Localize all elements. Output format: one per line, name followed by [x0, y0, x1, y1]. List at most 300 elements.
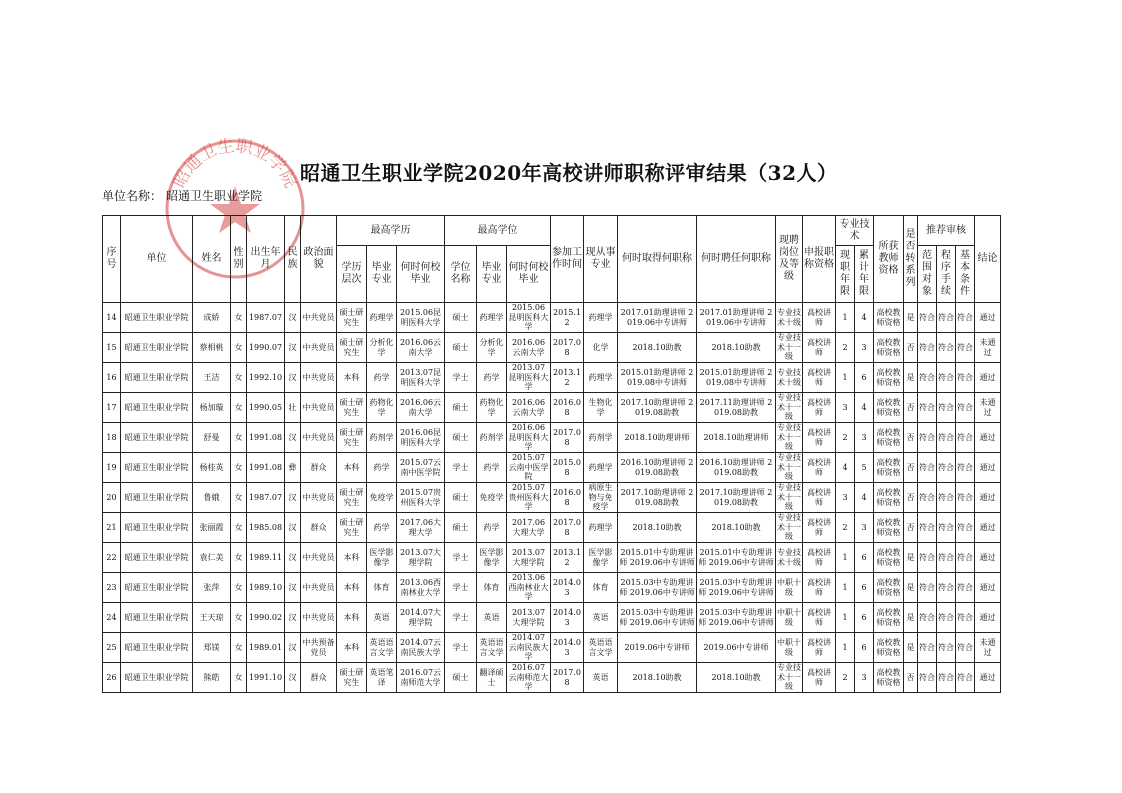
cell-birth: 1989.11 [247, 543, 285, 573]
cell-unit: 昭通卫生职业学院 [121, 393, 193, 423]
header-birth: 出生年月 [247, 216, 285, 303]
cell-procedure: 符合 [937, 303, 956, 333]
cell-edu-level: 硕士研究生 [337, 513, 367, 543]
cell-work-time: 2014.03 [551, 603, 584, 633]
cell-scope: 符合 [918, 333, 937, 363]
cell-name: 杨加璇 [193, 393, 231, 423]
header-when-appointed: 何时聘任何职称 [697, 216, 776, 303]
cell-birth: 1989.10 [247, 573, 285, 603]
cell-work-time: 2016.08 [551, 393, 584, 423]
header-edu-when: 何时何校毕业 [397, 246, 445, 303]
header-gender: 性别 [231, 216, 247, 303]
cell-ethnic: 壮 [285, 393, 301, 423]
cell-when-appointed: 2015.01中专助理讲师 2019.06中专讲师 [697, 543, 776, 573]
cell-deg-name: 学士 [445, 573, 477, 603]
cell-transfer: 是 [904, 363, 918, 393]
cell-when-got: 2019.06中专讲师 [618, 633, 697, 663]
header-years-current: 现职年限 [836, 246, 855, 303]
cell-edu-when: 2015.06昆明医科大学 [397, 303, 445, 333]
cell-birth: 1989.01 [247, 633, 285, 663]
cell-years-total: 4 [855, 393, 874, 423]
cell-deg-major: 药理学 [477, 303, 507, 333]
cell-name: 舒曼 [193, 423, 231, 453]
cell-teacher-qual: 高校教师资格 [874, 633, 904, 663]
cell-deg-major: 药学 [477, 363, 507, 393]
cell-apply: 高校讲师 [803, 633, 836, 663]
cell-apply: 高校讲师 [803, 543, 836, 573]
cell-cur-major: 医学影像学 [584, 543, 618, 573]
cell-birth: 1991.08 [247, 453, 285, 483]
cell-edu-when: 2017.06大理大学 [397, 513, 445, 543]
cell-ethnic: 汉 [285, 513, 301, 543]
header-edu-major: 毕业专业 [367, 246, 397, 303]
cell-seq: 15 [103, 333, 121, 363]
cell-result: 通过 [975, 363, 1001, 393]
cell-post: 专业技术十一级 [777, 393, 802, 422]
header-ethnic: 民族 [285, 216, 301, 303]
cell-procedure: 符合 [937, 513, 956, 543]
cell-work-time: 2015.12 [551, 303, 584, 333]
cell-cur-major: 化学 [584, 333, 618, 363]
cell-politics: 中共党员 [301, 303, 337, 333]
cell-edu-major: 药理学 [367, 303, 397, 333]
header-apply: 申报职称资格 [803, 216, 836, 303]
cell-ethnic: 汉 [285, 333, 301, 363]
cell-when-appointed: 2015.03中专助理讲师 2019.06中专讲师 [697, 573, 776, 603]
header-edu-level: 学历层次 [337, 246, 367, 303]
cell-ethnic: 汉 [285, 603, 301, 633]
cell-deg-major: 药学 [477, 513, 507, 543]
cell-basic: 符合 [956, 663, 975, 693]
document-title: 昭通卫生职业学院2020年高校讲师职称评审结果（32人） [300, 161, 838, 185]
cell-seq: 19 [103, 453, 121, 483]
cell-apply: 高校讲师 [803, 603, 836, 633]
cell-unit: 昭通卫生职业学院 [121, 573, 193, 603]
cell-result: 通过 [975, 303, 1001, 333]
cell-apply: 高校讲师 [803, 483, 836, 513]
cell-procedure: 符合 [937, 393, 956, 423]
cell-politics: 中共党员 [301, 423, 337, 453]
cell-teacher-qual: 高校教师资格 [874, 543, 904, 573]
cell-deg-when: 2013.07大理学院 [507, 543, 551, 573]
cell-scope: 符合 [918, 663, 937, 693]
cell-procedure: 符合 [937, 633, 956, 663]
cell-edu-major: 免疫学 [367, 483, 397, 513]
cell-years-cur: 2 [836, 423, 855, 453]
cell-edu-major: 英语笔译 [367, 663, 397, 693]
cell-politics: 群众 [301, 513, 337, 543]
cell-years-cur: 2 [836, 513, 855, 543]
cell-deg-name: 硕士 [445, 513, 477, 543]
cell-edu-major: 药物化学 [367, 393, 397, 423]
cell-teacher-qual: 高校教师资格 [874, 573, 904, 603]
header-edu-group: 最高学历 [337, 216, 445, 246]
cell-politics: 中共党员 [301, 603, 337, 633]
header-years-total: 累计年限 [855, 246, 874, 303]
cell-basic: 符合 [956, 573, 975, 603]
cell-politics: 中共预备党员 [301, 633, 337, 663]
cell-transfer: 是 [904, 543, 918, 573]
cell-work-time: 2014.03 [551, 573, 584, 603]
cell-cur-major: 英语 [584, 603, 618, 633]
cell-transfer: 否 [904, 483, 918, 513]
header-name: 姓名 [193, 216, 231, 303]
cell-deg-when: 2016.06昆明医科大学 [507, 423, 551, 453]
header-degree-name: 学位名称 [445, 246, 477, 303]
cell-transfer: 否 [904, 663, 918, 693]
cell-deg-when: 2016.06云南大学 [507, 393, 551, 423]
cell-years-cur: 2 [836, 663, 855, 693]
cell-scope: 符合 [918, 573, 937, 603]
cell-cur-major: 体育 [584, 573, 618, 603]
cell-birth: 1987.07 [247, 483, 285, 513]
header-review-group: 推荐审核 [918, 216, 975, 246]
cell-transfer: 否 [904, 513, 918, 543]
cell-politics: 群众 [301, 663, 337, 693]
cell-result: 通过 [975, 423, 1001, 453]
cell-birth: 1987.07 [247, 303, 285, 333]
cell-deg-name: 硕士 [445, 333, 477, 363]
cell-apply: 高校讲师 [803, 303, 836, 333]
cell-deg-name: 学士 [445, 603, 477, 633]
cell-edu-when: 2016.06云南大学 [397, 393, 445, 423]
cell-apply: 高校讲师 [803, 453, 836, 483]
header-degree-when: 何时何校毕业 [507, 246, 551, 303]
cell-when-got: 2015.01助理讲师 2019.08中专讲师 [618, 363, 697, 393]
cell-unit: 昭通卫生职业学院 [121, 633, 193, 663]
header-basic: 基本条件 [956, 246, 975, 303]
table-row [103, 573, 1001, 603]
cell-deg-when: 2015.06昆明医科大学 [507, 303, 551, 333]
cell-deg-name: 学士 [445, 543, 477, 573]
cell-edu-level: 本科 [337, 603, 367, 633]
cell-gender: 女 [231, 573, 247, 603]
cell-deg-major: 药剂学 [477, 423, 507, 453]
cell-edu-level: 硕士研究生 [337, 663, 367, 693]
cell-years-cur: 3 [836, 483, 855, 513]
cell-scope: 符合 [918, 543, 937, 573]
cell-result: 通过 [975, 573, 1001, 603]
cell-transfer: 否 [904, 393, 918, 423]
cell-name: 王天琼 [193, 603, 231, 633]
cell-result: 未通过 [975, 333, 1001, 363]
header-work-time: 参加工作时间 [551, 216, 584, 303]
cell-name: 成娇 [193, 303, 231, 333]
results-table [102, 215, 1001, 693]
cell-basic: 符合 [956, 453, 975, 483]
cell-gender: 女 [231, 393, 247, 423]
cell-ethnic: 汉 [285, 363, 301, 393]
cell-post: 中职十级 [776, 603, 803, 633]
header-current-major: 现从事专业 [584, 216, 618, 303]
table-body [103, 303, 1001, 693]
cell-work-time: 2016.08 [551, 483, 584, 513]
cell-deg-when: 2013.07大理学院 [507, 603, 551, 633]
cell-teacher-qual: 高校教师资格 [874, 453, 904, 483]
cell-gender: 女 [231, 303, 247, 333]
cell-apply: 高校讲师 [803, 573, 836, 603]
cell-name: 熊皓 [193, 663, 231, 693]
cell-work-time: 2014.03 [551, 633, 584, 663]
cell-cur-major: 英语 [584, 663, 618, 693]
cell-edu-major: 药剂学 [367, 423, 397, 453]
cell-transfer: 否 [904, 333, 918, 363]
cell-deg-when: 2015.07云南中医学院 [507, 453, 551, 483]
cell-unit: 昭通卫生职业学院 [121, 513, 193, 543]
cell-teacher-qual: 高校教师资格 [874, 393, 904, 423]
cell-ethnic: 汉 [285, 663, 301, 693]
cell-years-total: 3 [855, 663, 874, 693]
cell-work-time: 2017.08 [551, 333, 584, 363]
cell-edu-when: 2015.07贵州医科大学 [397, 483, 445, 513]
cell-scope: 符合 [918, 453, 937, 483]
cell-when-got: 2017.10助理讲师 2019.08助教 [618, 393, 697, 423]
cell-name: 张萍 [193, 573, 231, 603]
header-years-group: 专业技术 [836, 216, 874, 246]
cell-procedure: 符合 [937, 333, 956, 363]
cell-years-cur: 1 [836, 303, 855, 333]
cell-edu-major: 体育 [367, 573, 397, 603]
cell-post: 专业技术十级 [776, 363, 803, 393]
cell-edu-level: 硕士研究生 [337, 423, 367, 453]
cell-deg-major: 英语 [477, 603, 507, 633]
cell-post: 专业技术十一级 [777, 483, 802, 512]
cell-deg-name: 硕士 [445, 303, 477, 333]
cell-deg-when: 2015.07贵州医科大学 [507, 483, 551, 513]
cell-edu-major: 医学影像学 [367, 543, 397, 573]
cell-deg-major: 体育 [477, 573, 507, 603]
header-post: 现聘岗位及等级 [776, 216, 803, 303]
cell-edu-level: 硕士研究生 [337, 483, 367, 513]
cell-edu-when: 2014.07大理学院 [397, 603, 445, 633]
cell-unit: 昭通卫生职业学院 [121, 483, 193, 513]
cell-scope: 符合 [918, 303, 937, 333]
cell-seq: 14 [103, 303, 121, 333]
cell-result: 通过 [975, 483, 1001, 513]
unit-label: 单位名称： [102, 189, 163, 203]
unit-name-line [102, 187, 262, 204]
cell-apply: 高校讲师 [803, 423, 836, 453]
cell-procedure: 符合 [937, 483, 956, 513]
cell-procedure: 符合 [937, 363, 956, 393]
cell-procedure: 符合 [937, 603, 956, 633]
cell-basic: 符合 [956, 423, 975, 453]
cell-teacher-qual: 高校教师资格 [874, 513, 904, 543]
cell-seq: 25 [103, 633, 121, 663]
cell-teacher-qual: 高校教师资格 [874, 363, 904, 393]
cell-gender: 女 [231, 453, 247, 483]
cell-seq: 22 [103, 543, 121, 573]
cell-ethnic: 汉 [285, 483, 301, 513]
cell-when-appointed: 2018.10助教 [697, 333, 776, 363]
header-degree-group: 最高学位 [445, 216, 551, 246]
cell-procedure: 符合 [937, 453, 956, 483]
cell-work-time: 2017.08 [551, 663, 584, 693]
cell-apply: 高校讲师 [803, 513, 836, 543]
cell-deg-major: 药学 [477, 453, 507, 483]
cell-seq: 21 [103, 513, 121, 543]
cell-scope: 符合 [918, 423, 937, 453]
cell-deg-name: 学士 [445, 363, 477, 393]
cell-scope: 符合 [918, 603, 937, 633]
cell-basic: 符合 [956, 483, 975, 513]
cell-edu-major: 药学 [367, 453, 397, 483]
cell-cur-major: 病原生物与免疫学 [584, 483, 618, 513]
cell-deg-name: 硕士 [445, 663, 477, 693]
cell-unit: 昭通卫生职业学院 [121, 603, 193, 633]
cell-result: 通过 [975, 603, 1001, 633]
cell-when-appointed: 2017.11助理讲师 2019.08助教 [697, 393, 776, 423]
cell-work-time: 2015.08 [551, 453, 584, 483]
cell-when-appointed: 2015.01助理讲师 2019.08中专讲师 [697, 363, 776, 393]
cell-birth: 1985.08 [247, 513, 285, 543]
table-row [103, 363, 1001, 393]
cell-deg-when: 2013.06西南林业大学 [507, 573, 551, 603]
cell-procedure: 符合 [937, 423, 956, 453]
cell-unit: 昭通卫生职业学院 [121, 543, 193, 573]
header-scope: 范围对象 [918, 246, 937, 303]
cell-scope: 符合 [918, 393, 937, 423]
cell-edu-major: 英语语言文学 [367, 633, 397, 663]
cell-seq: 24 [103, 603, 121, 633]
cell-years-total: 3 [855, 423, 874, 453]
cell-when-appointed: 2015.03中专助理讲师 2019.06中专讲师 [697, 603, 776, 633]
cell-teacher-qual: 高校教师资格 [874, 303, 904, 333]
cell-ethnic: 汉 [285, 633, 301, 663]
cell-name: 郑镁 [193, 633, 231, 663]
cell-name: 蔡相桃 [193, 333, 231, 363]
cell-deg-when: 2016.06云南大学 [507, 333, 551, 363]
cell-deg-name: 硕士 [445, 393, 477, 423]
header-politics: 政治面貌 [301, 216, 337, 303]
cell-unit: 昭通卫生职业学院 [121, 333, 193, 363]
cell-basic: 符合 [956, 393, 975, 423]
cell-years-total: 5 [855, 453, 874, 483]
cell-scope: 符合 [918, 483, 937, 513]
svg-text:昭通卫生职业学院: 昭通卫生职业学院 [169, 136, 301, 192]
cell-work-time: 2017.08 [551, 513, 584, 543]
cell-result: 通过 [975, 543, 1001, 573]
cell-years-total: 3 [855, 513, 874, 543]
cell-when-got: 2017.10助理讲师 2019.08助教 [618, 483, 697, 513]
cell-when-got: 2018.10助教 [618, 333, 697, 363]
cell-years-cur: 1 [836, 603, 855, 633]
cell-when-got: 2018.10助教 [618, 513, 697, 543]
cell-gender: 女 [231, 363, 247, 393]
cell-basic: 符合 [956, 633, 975, 663]
cell-edu-level: 本科 [337, 633, 367, 663]
cell-edu-level: 本科 [337, 573, 367, 603]
cell-edu-level: 本科 [337, 363, 367, 393]
cell-basic: 符合 [956, 543, 975, 573]
cell-gender: 女 [231, 603, 247, 633]
cell-result: 未通过 [975, 633, 1001, 663]
cell-years-cur: 1 [836, 543, 855, 573]
cell-when-got: 2016.10助理讲师 2019.08助教 [618, 453, 697, 483]
cell-work-time: 2017.08 [551, 423, 584, 453]
table-row [103, 513, 1001, 543]
cell-name: 杨桂英 [193, 453, 231, 483]
cell-cur-major: 药理学 [584, 513, 618, 543]
cell-cur-major: 药剂学 [584, 423, 618, 453]
table-row [103, 333, 1001, 363]
cell-politics: 中共党员 [301, 543, 337, 573]
cell-when-appointed: 2018.10助理讲师 [697, 423, 776, 453]
table-row [103, 303, 1001, 333]
cell-edu-level: 本科 [337, 543, 367, 573]
cell-gender: 女 [231, 333, 247, 363]
cell-work-time: 2013.12 [551, 543, 584, 573]
cell-post: 专业技术十级 [776, 303, 803, 333]
cell-deg-name: 学士 [445, 633, 477, 663]
table-row [103, 663, 1001, 693]
cell-ethnic: 汉 [285, 573, 301, 603]
header-procedure: 程序手续 [937, 246, 956, 303]
cell-post: 专业技术十一级 [777, 423, 802, 452]
cell-birth: 1990.05 [247, 393, 285, 423]
unit-value: 昭通卫生职业学院 [166, 189, 263, 203]
cell-teacher-qual: 高校教师资格 [874, 483, 904, 513]
cell-years-cur: 1 [836, 633, 855, 663]
cell-post: 专业技术十一级 [777, 663, 802, 692]
cell-unit: 昭通卫生职业学院 [121, 303, 193, 333]
cell-procedure: 符合 [937, 663, 956, 693]
cell-edu-when: 2013.07昆明医科大学 [397, 363, 445, 393]
cell-transfer: 是 [904, 603, 918, 633]
cell-cur-major: 药理学 [584, 363, 618, 393]
cell-deg-when: 2013.07昆明医科大学 [507, 363, 551, 393]
cell-ethnic: 汉 [285, 543, 301, 573]
cell-when-appointed: 2019.06中专讲师 [697, 633, 776, 663]
cell-edu-major: 药学 [367, 513, 397, 543]
cell-gender: 女 [231, 543, 247, 573]
cell-post: 专业技术十一级 [777, 453, 802, 482]
cell-name: 王洁 [193, 363, 231, 393]
cell-edu-when: 2016.07云南师范大学 [397, 663, 445, 693]
table-row [103, 393, 1001, 423]
cell-unit: 昭通卫生职业学院 [121, 663, 193, 693]
header-when-got: 何时取得何职称 [618, 216, 697, 303]
cell-deg-major: 英语语言文学 [477, 633, 507, 663]
cell-birth: 1990.02 [247, 603, 285, 633]
cell-edu-level: 硕士研究生 [337, 303, 367, 333]
cell-seq: 26 [103, 663, 121, 693]
cell-years-total: 6 [855, 363, 874, 393]
cell-apply: 高校讲师 [803, 663, 836, 693]
cell-unit: 昭通卫生职业学院 [121, 423, 193, 453]
table-row [103, 633, 1001, 663]
cell-years-cur: 1 [836, 363, 855, 393]
cell-when-got: 2018.10助理讲师 [618, 423, 697, 453]
cell-result: 通过 [975, 513, 1001, 543]
cell-name: 袁仁美 [193, 543, 231, 573]
table-row [103, 483, 1001, 513]
cell-edu-major: 分析化学 [367, 333, 397, 363]
cell-years-total: 6 [855, 603, 874, 633]
cell-when-appointed: 2017.10助理讲师 2019.08助教 [697, 483, 776, 513]
header-teacher-qual: 所获教师资格 [874, 216, 904, 303]
header-seq: 序号 [103, 216, 121, 303]
cell-seq: 20 [103, 483, 121, 513]
cell-edu-when: 2016.06昆明医科大学 [397, 423, 445, 453]
cell-politics: 中共党员 [301, 333, 337, 363]
cell-scope: 符合 [918, 513, 937, 543]
cell-politics: 群众 [301, 453, 337, 483]
cell-years-total: 4 [855, 483, 874, 513]
cell-years-total: 6 [855, 573, 874, 603]
cell-basic: 符合 [956, 303, 975, 333]
cell-birth: 1991.08 [247, 423, 285, 453]
